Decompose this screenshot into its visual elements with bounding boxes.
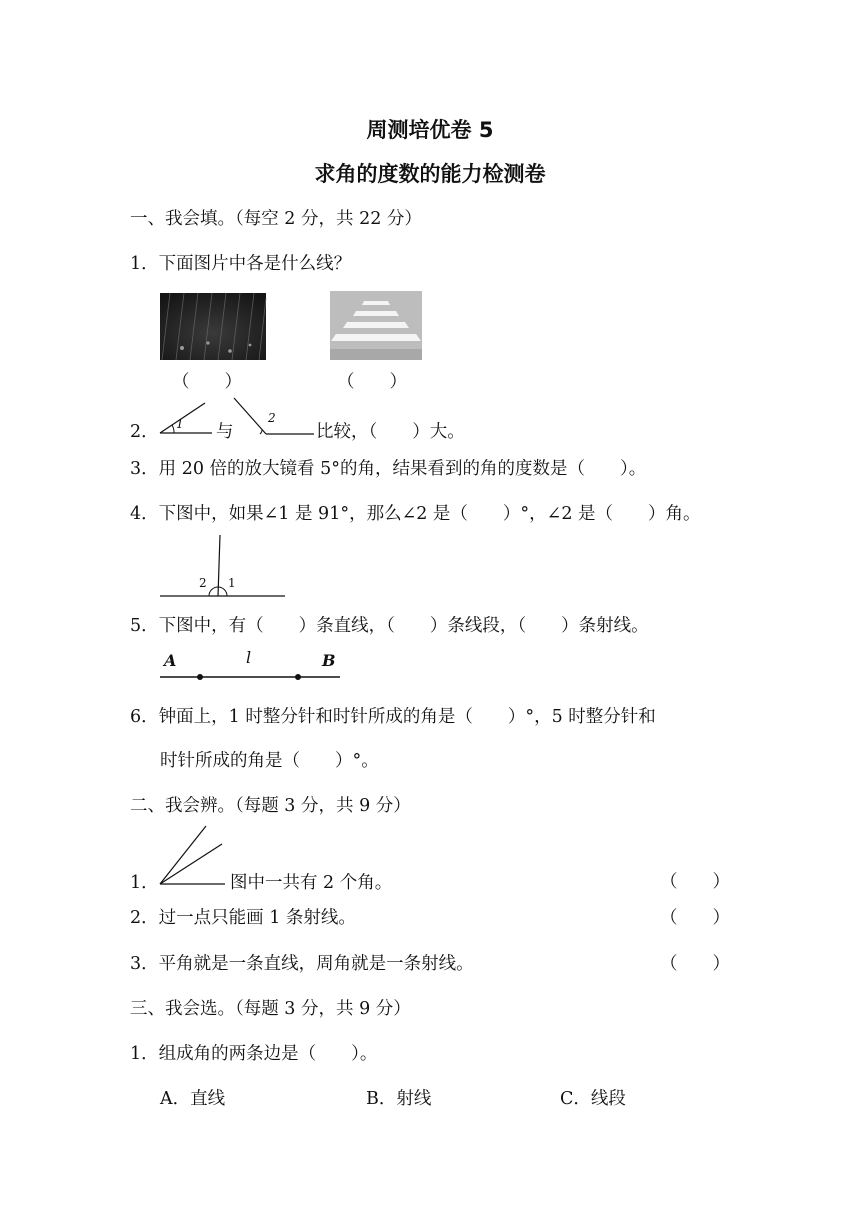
section1-heading: 一、我会填。（每空 2 分，共 22 分）: [130, 209, 422, 229]
q2-1-text: 图中一共有 2 个角。: [230, 873, 393, 893]
page-subtitle: 求角的度数的能力检测卷: [314, 162, 546, 186]
question-1-6-line1: 6．钟面上，1 时整分针和时针所成的角是（ ）°，5 时整分针和: [130, 707, 656, 727]
question-1-3: 3．用 20 倍的放大镜看 5°的角，结果看到的角的度数是（ ）。: [130, 459, 647, 479]
crosswalk-photo: [330, 291, 422, 360]
question-1-1: 1．下面图片中各是什么线？: [130, 254, 352, 274]
angle-1-label: 1: [176, 417, 184, 431]
angle-1-figure: [160, 400, 215, 436]
line-l-label: l: [246, 648, 252, 667]
q2-1-number: 1．: [130, 873, 159, 893]
option-b[interactable]: B．射线: [366, 1089, 432, 1109]
point-a-label: A: [164, 651, 177, 670]
q1-answer-blank-left[interactable]: （ ）: [172, 372, 242, 392]
angles-1-2-figure: [160, 535, 286, 597]
q1-answer-blank-right[interactable]: （ ）: [337, 372, 407, 392]
option-c[interactable]: C．线段: [560, 1089, 626, 1109]
question-1-4: 4．下图中，如果∠1 是 91°，那么∠2 是（ ）°，∠2 是（ ）角。: [130, 504, 701, 524]
angle-2-marker: 2: [199, 576, 207, 590]
option-a[interactable]: A．直线: [160, 1089, 226, 1109]
page-title: 周测培优卷 5: [366, 118, 494, 142]
two-rays-figure: [160, 826, 226, 886]
rain-photo: [160, 293, 266, 360]
angle-1-marker: 1: [228, 576, 236, 590]
question-1-6-line2: 时针所成的角是（ ）°。: [160, 751, 379, 771]
question-2-2: 2．过一点只能画 1 条射线。: [130, 908, 356, 928]
question-2-3: 3．平角就是一条直线，周角就是一条射线。: [130, 954, 474, 974]
q2-2-answer-blank[interactable]: （ ）: [660, 908, 730, 928]
q2-3-answer-blank[interactable]: （ ）: [660, 954, 730, 974]
question-3-1: 1．组成角的两条边是（ ）。: [130, 1044, 378, 1064]
section3-heading: 三、我会选。（每题 3 分，共 9 分）: [130, 999, 411, 1019]
q2-1-answer-blank[interactable]: （ ）: [660, 872, 730, 892]
section2-heading: 二、我会辨。（每题 3 分，共 9 分）: [130, 796, 411, 816]
q2-connector: 与: [216, 422, 234, 442]
point-b-label: B: [322, 651, 336, 670]
q2-tail: 比较，（ ）大。: [316, 422, 465, 442]
q2-number: 2．: [130, 422, 159, 442]
angle-2-label: 2: [268, 411, 276, 425]
question-1-5: 5．下图中，有（ ）条直线，（ ）条线段，（ ）条射线。: [130, 616, 649, 636]
